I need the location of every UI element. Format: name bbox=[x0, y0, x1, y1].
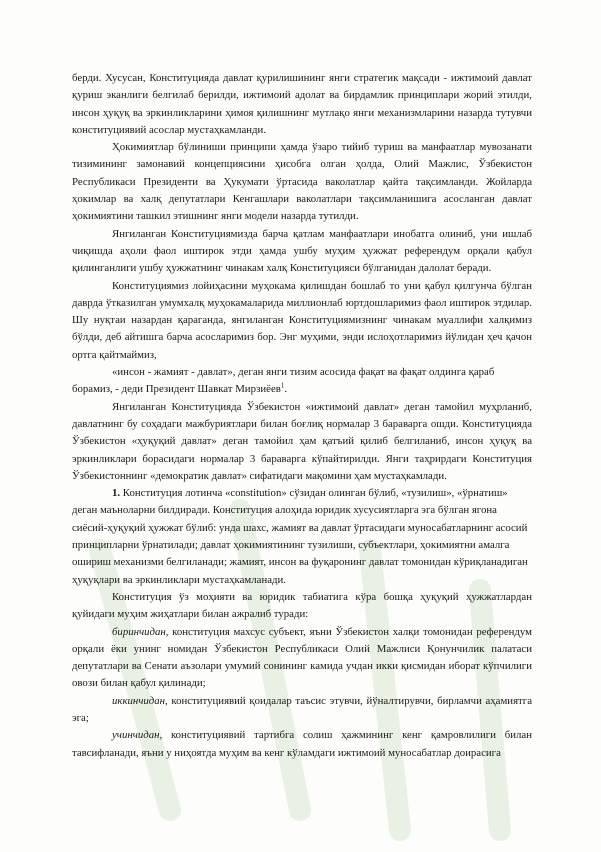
paragraph-10-second: иккинчидан, конституциявий қоидалар таъсис этувчи, йўналтирувчи, бирламчи аҳамиятга эга; bbox=[72, 694, 532, 724]
paragraph-9-first: биринчидан, конституция махсус субъект, яъни Ўзбекистон халқи томонидан референдум орқали ёки унинг номидан Ўзбекистон Республикаси Олий Мажлиси Қонунчилик палатаси депутатлари ва Сенати аъзолари умумий сонининг камида учдан икки қисмидан иборат кўпчилиги овози билан қабул қилинади; bbox=[72, 625, 532, 690]
document-page bbox=[72, 70, 532, 762]
paragraph-8: Конституция ўз моҳияти ва юридик табиатига кўра бошқа ҳуқуқий ҳужжатлардан қуйидаги муҳим жиҳатлари билан ажралиб туради: bbox=[72, 590, 532, 621]
lead-word: иккинчидан, bbox=[112, 694, 168, 707]
footnote-marker: 1 bbox=[280, 381, 285, 390]
paragraph-1: берди. Хусусан, Конституцияда давлат қурилишининг янги стратегик мақсади - ижтимоий давлат қуриш эканлиги белгилаб берилди, ижтимоий адолат ва бирдамлик принциплари жорий этилди, инсон ҳуқуқ ва эркинликларини ҳимоя қилишнинг мутлақо янги механизмларини назарда тутувчи конституциявий асослар мустаҳкамланди. bbox=[72, 72, 532, 136]
paragraph-6: Янгиланган Конституцияда Ўзбекистон «ижтимоий давлат» деган тамойил муҳрланиб, давлатнинг бу соҳадаги мажбуриятлари билан боғлиқ нормалар 3 бараварга ошди. Конституцияда Ўзбекистон «ҳуқуқий давлат» деган тамойил ҳам қатъий қилиб белгиланиб, инсон ҳуқуқ ва эркинликлари борасидаги нормалар 3 бараварга кўпайтирилди. Янги таҳрирдаги Конституция Ўзбекистоннинг «демократик давлат» сифатидаги мақомини ҳам мустаҳкамлади. bbox=[72, 400, 532, 482]
paragraph-7-numbered: 1. Конституция лотинча «constitution» сўзидан олинган бўлиб, «тузилиш», «ўрнатиш» деган маъноларни билдиради. Конституция алоҳида юридик хусусиятларга эга бўлган ягона сиёсий-ҳуқуқий ҳужжат бўлиб: унда шахс, жамият ва давлат ўртасидаги муносабатларнинг асосий принципларни ўрнатилади; давлат ҳокимиятининг тузилиши, субъектлари, ҳокимиятни амалга ошириш механизми белгиланади; жамият, инсон ва фуқаронинг давлат томонидан кўриқланадиган ҳуқуқлари ва эркинликлари мустаҳкамланади. bbox=[72, 487, 528, 586]
paragraph-5-quote: «инсон - жамият - давлат», деган янги тизим асосида фақат ва фақат олдинга қараб борамиз, - деди Президент Шавкат Мирзиёев$^1$. bbox=[72, 366, 495, 396]
paragraph-11-third: учинчидан, конституциявий тартибга солиш ҳажмининг кенг қамровлилиги билан тавсифланади, яъни у ниҳоятда муҳим ва кенг кўламдаги ижтимоий муносабатлар доирасига bbox=[72, 729, 532, 759]
section-number: 1. bbox=[112, 487, 121, 500]
lead-word: биринчидан, bbox=[112, 625, 169, 638]
lead-word: учинчидан, bbox=[112, 729, 163, 742]
paragraph-3: Янгиланган Конституциямизда барча қатлам манфаатлари инобатга олиниб, уни ишлаб чиқишда аҳоли фаол иштирок этди ҳамда ушбу муҳим ҳужжат референдум орқали қабул қилинганлиги ушбу ҳужжатнинг чинакам халқ Конституцияси бўлганидан далолат беради. bbox=[72, 227, 532, 275]
paragraph-2: Ҳокимиятлар бўлиниши принципи ҳамда ўзаро тийиб туриш ва манфаатлар мувозанати тизимининг замонавий концепциясини ҳисобга олган ҳолда, Олий Мажлис, Ўзбекистон Республикаси Президенти ва Ҳукумати ўртасида ваколатлар қайта тақсимланди. Жойларда ҳокимлар ва халқ депутатлари Кенгашлари ваколатлари тақсимланишига асосланган давлат ҳокимиятини ташкил этишнинг янги модели назарда тутилди. bbox=[72, 141, 532, 223]
paragraph-4: Конституциямиз лойиҳасини муҳокама қилишдан бошлаб то уни қабул қилгунча бўлган даврда ўтказилган умумхалқ муҳокамаларида миллионлаб юртдошларимиз фаол иштирок этдилар. Шу нуқтаи назардан қараганда, янгиланган Конституциямизнинг чинакам муаллифи халқимиз бўлди, деб айтишга барча асосларимиз бор. Энг муҳими, энди ислоҳотларимиз йўлидан ҳеч қачон ортга қайтмаймиз, bbox=[72, 279, 532, 361]
